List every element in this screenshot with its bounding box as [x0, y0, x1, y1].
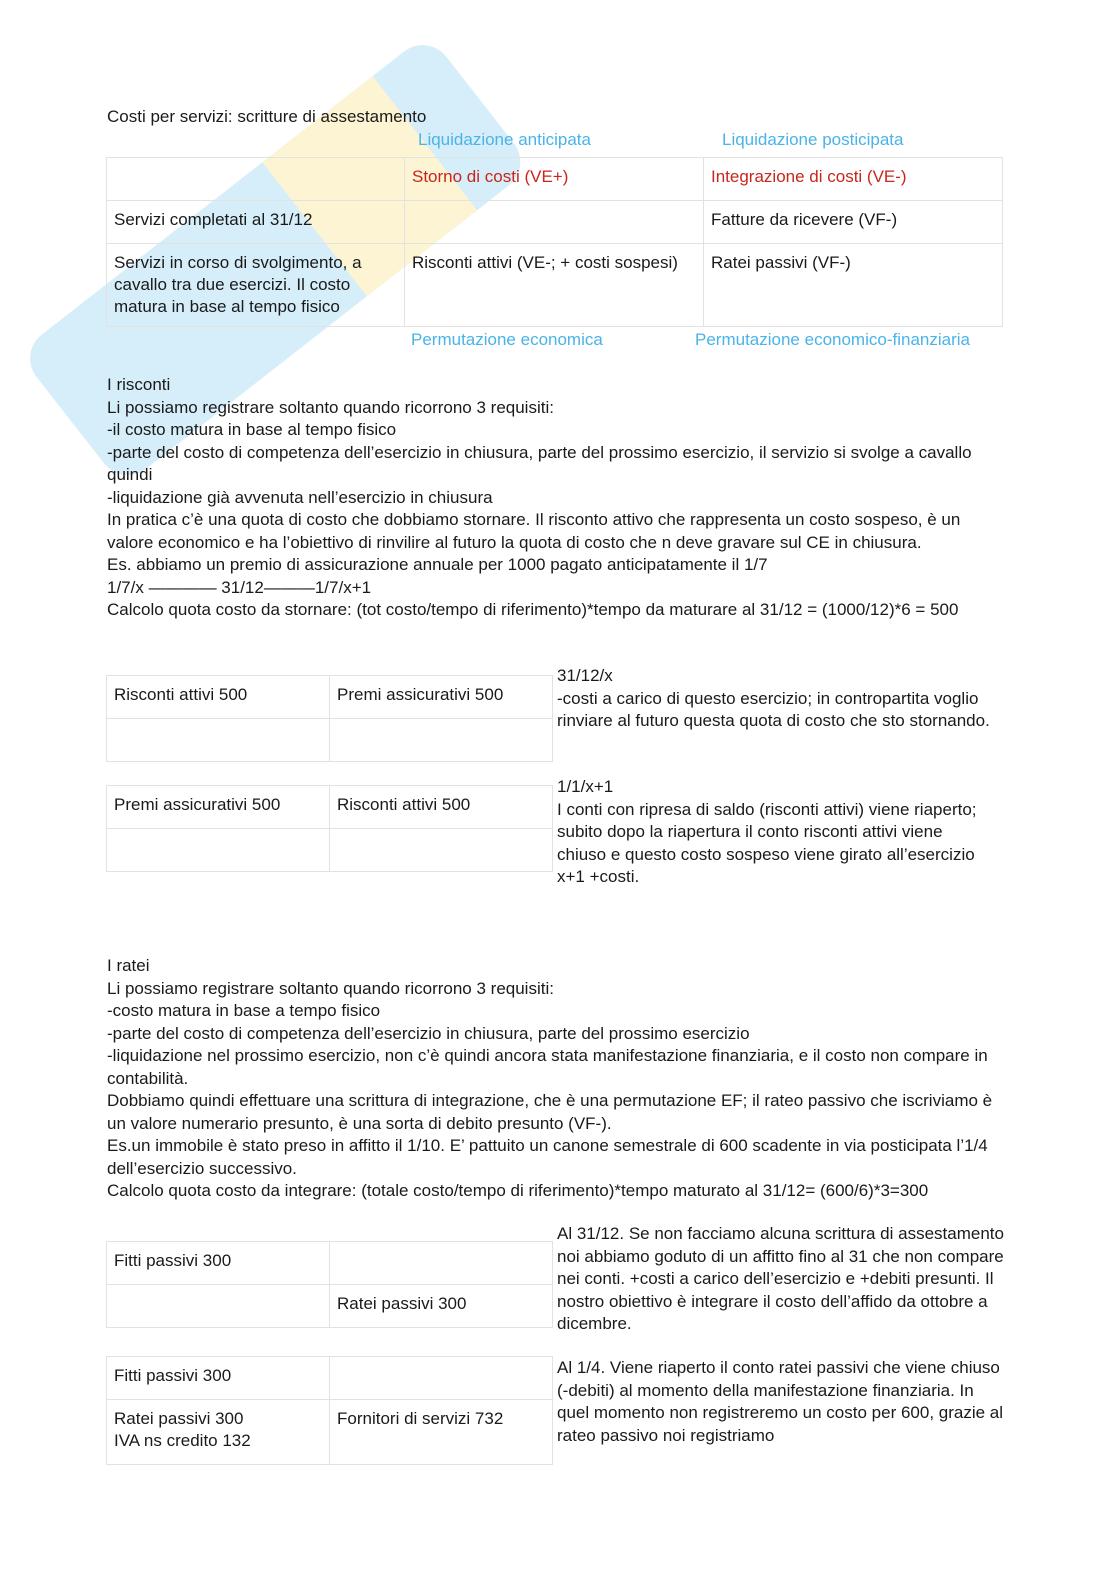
summary-row	[107, 201, 1003, 244]
summary-cell: Ratei passivi (VF-)	[704, 244, 1003, 327]
table-row	[107, 1357, 553, 1400]
paragraph-line: Calcolo quota costo da integrare: (totale costo/tempo di riferimento)*tempo maturato al 31/12= (600/6)*3=300	[107, 1181, 929, 1200]
table-cell: Fitti passivi 300	[107, 1357, 330, 1400]
paragraph-line: Es.un immobile è stato preso in affitto il 1/10. E’ pattuito un canone semestrale di 600 scadente in via posticipata l’1/4 dell’esercizio successivo.	[107, 1136, 988, 1178]
entry-note	[557, 665, 1005, 733]
table-cell-line: Ratei passivi 300	[114, 1409, 244, 1428]
summary-row	[107, 244, 1003, 327]
section-heading: I risconti	[107, 375, 171, 394]
page-title: Costi per servizi: scritture di assestamento	[107, 107, 427, 126]
entry-note	[557, 1223, 1007, 1336]
table-cell	[330, 719, 553, 762]
table-cell: Premi assicurativi 500	[330, 676, 553, 719]
summary-cell	[405, 201, 704, 244]
paragraph-line: -parte del costo di competenza dell’esercizio in chiusura, parte del prossimo esercizio, il servizio si svolge a cavallo quindi	[107, 442, 972, 484]
entry-note-text: Al 31/12. Se non facciamo alcuna scrittura di assestamento noi abbiamo goduto di un affitto fino al 31 che non compare nei conti. +costi a carico dell’esercizio e +debiti presunti. Il nostro obiettivo è integrare il costo dell’affido da ottobre a dicembre.	[557, 1224, 1004, 1333]
entry-note-text: -costi a carico di questo esercizio; in contropartita voglio rinviare al futuro questa quota di costo che sto stornando.	[557, 688, 990, 730]
table-cell	[107, 829, 330, 872]
table-cell	[330, 1357, 553, 1400]
paragraph-line: 1/7/x ———— 31/12———1/7/x+1	[107, 577, 372, 597]
label-permutazione-economico-finanziaria: Permutazione economico-finanziaria	[695, 330, 970, 349]
table-row	[107, 719, 553, 762]
table-row	[107, 1400, 553, 1465]
table-cell: Risconti attivi 500	[330, 786, 553, 829]
journal-entry-table	[106, 1241, 553, 1328]
paragraph-line: In pratica c’è una quota di costo che dobbiamo stornare. Il risconto attivo che rappresenta un costo sospeso, è un valore economico e ha l’obiettivo di rinvilire al futuro la quota di costo che n deve gravare sul CE in chiusura.	[107, 510, 961, 552]
paragraph-line: -liquidazione nel prossimo esercizio, non c’è quindi ancora stata manifestazione finanziaria, e il costo non compare in contabilità.	[107, 1046, 988, 1088]
table-cell-line: Fornitori di servizi 732	[337, 1409, 504, 1428]
entry-note	[557, 1357, 1007, 1447]
paragraph-line: -costo matura in base a tempo fisico	[107, 1001, 381, 1020]
journal-entry-table	[106, 785, 553, 872]
section-heading: I ratei	[107, 956, 150, 975]
table-cell	[107, 1400, 330, 1465]
summary-table	[106, 157, 1003, 327]
entry-note-text: I conti con ripresa di saldo (risconti attivi) viene riaperto; subito dopo la riapertura il conto risconti attivi viene chiuso e questo costo sospeso viene girato all’esercizio x+1 +costi.	[557, 799, 977, 886]
table-cell: Fitti passivi 300	[107, 1242, 330, 1285]
entry-note	[557, 776, 982, 889]
entry-note-title: 31/12/x	[557, 666, 613, 685]
journal-entry-table	[106, 1356, 553, 1465]
summary-header-integrazione: Integrazione di costi (VE-)	[704, 158, 1003, 201]
entry-note-title: 1/1/x+1	[557, 777, 614, 796]
table-row	[107, 829, 553, 872]
label-liquidazione-posticipata: Liquidazione posticipata	[722, 130, 904, 149]
paragraph-line: -parte del costo di competenza dell’esercizio in chiusura, parte del prossimo esercizio	[107, 1023, 750, 1043]
table-cell-line: IVA ns credito 132	[114, 1431, 251, 1450]
table-cell: Risconti attivi 500	[107, 676, 330, 719]
table-cell	[330, 829, 553, 872]
table-cell: Ratei passivi 300	[330, 1285, 553, 1328]
table-cell	[330, 1242, 553, 1285]
summary-cell: Servizi in corso di svolgimento, a cavallo tra due esercizi. Il costo matura in base al tempo fisico	[107, 244, 405, 327]
paragraph-line: Li possiamo registrare soltanto quando ricorrono 3 requisiti:	[107, 978, 554, 998]
journal-entry-table	[106, 675, 553, 762]
table-row	[107, 1285, 553, 1328]
summary-cell: Servizi completati al 31/12	[107, 201, 405, 244]
paragraph-line: Calcolo quota costo da stornare: (tot costo/tempo di riferimento)*tempo da maturare al 31/12 = (1000/12)*6 = 500	[107, 600, 959, 619]
summary-header-row	[107, 158, 1003, 201]
risconti-section	[107, 374, 1007, 622]
summary-cell: Fatture da ricevere (VF-)	[704, 201, 1003, 244]
label-permutazione-economica: Permutazione economica	[411, 330, 603, 349]
table-cell	[107, 719, 330, 762]
paragraph-line: -liquidazione già avvenuta nell’esercizio in chiusura	[107, 487, 493, 507]
paragraph-line: Li possiamo registrare soltanto quando ricorrono 3 requisiti:	[107, 397, 554, 417]
table-row	[107, 676, 553, 719]
paragraph-line: Es. abbiamo un premio di assicurazione annuale per 1000 pagato anticipatamente il 1/7	[107, 555, 768, 574]
ratei-section	[107, 955, 1007, 1203]
label-liquidazione-anticipata: Liquidazione anticipata	[418, 130, 591, 149]
table-row	[107, 786, 553, 829]
paragraph-line: Dobbiamo quindi effettuare una scrittura di integrazione, che è una permutazione EF; il rateo passivo che iscriviamo è un valore numerario presunto, è una sorta di debito presunto (VF-).	[107, 1091, 993, 1133]
table-cell	[107, 1285, 330, 1328]
entry-note-text: Al 1/4. Viene riaperto il conto ratei passivi che viene chiuso (-debiti) al momento della manifestazione finanziaria. In quel momento non registreremo un costo per 600, grazie al rateo passivo noi registriamo	[557, 1358, 1004, 1445]
summary-header-storno: Storno di costi (VE+)	[405, 158, 704, 201]
table-cell: Premi assicurativi 500	[107, 786, 330, 829]
paragraph-line: -il costo matura in base al tempo fisico	[107, 420, 397, 439]
summary-header-empty	[107, 158, 405, 201]
table-cell	[330, 1400, 553, 1465]
table-row	[107, 1242, 553, 1285]
summary-cell: Risconti attivi (VE-; + costi sospesi)	[405, 244, 704, 327]
